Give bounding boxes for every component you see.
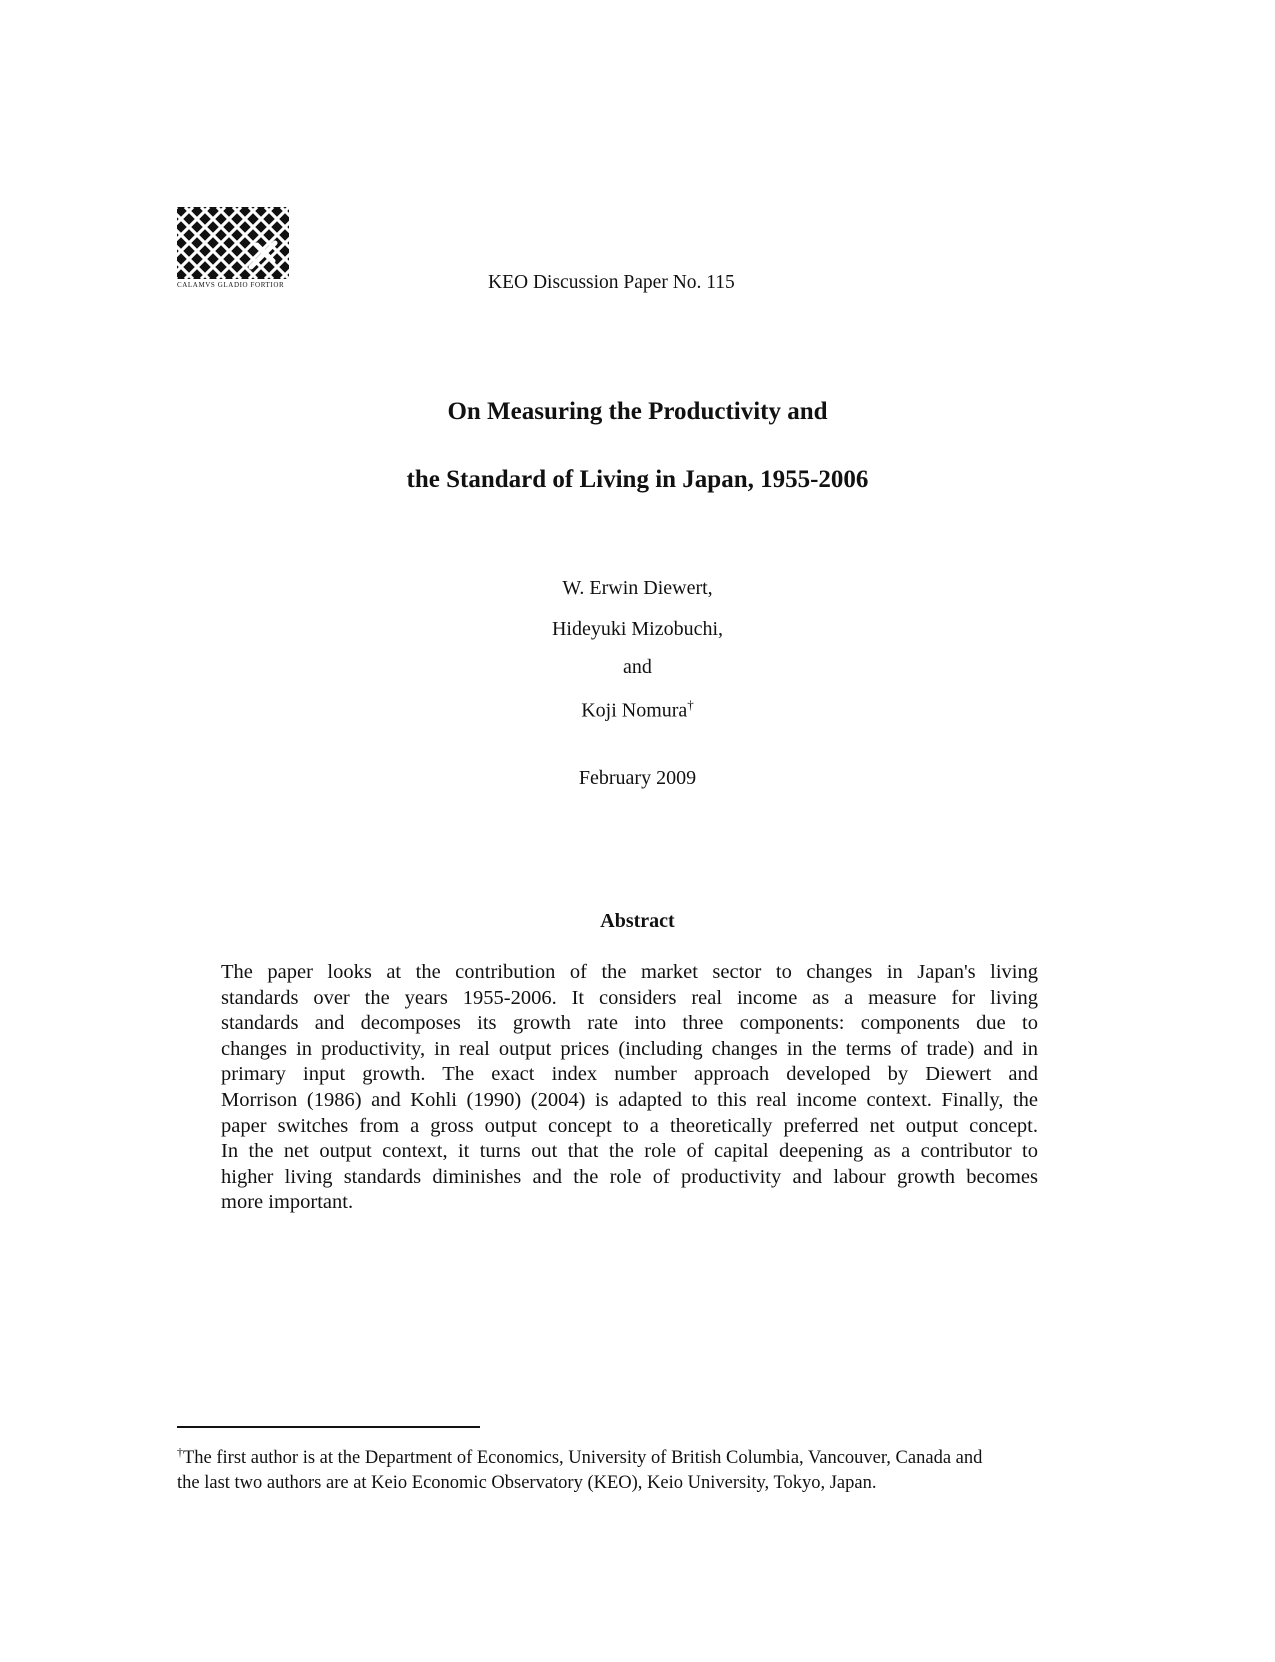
footnote-text-1: The first author is at the Department of Economics, University of British Columbia, Vancouver, Canada and bbox=[183, 1448, 983, 1469]
abstract-line: standards and decomposes its growth rate into three components: components due to bbox=[221, 1012, 1038, 1035]
abstract-line: primary input growth. The exact index number approach developed by Diewert and bbox=[221, 1063, 1038, 1086]
abstract-line: Morrison (1986) and Kohli (1990) (2004) is adapted to this real income context. Finally, the bbox=[221, 1088, 1038, 1111]
abstract-line: The paper looks at the contribution of the market sector to changes in Japan's living bbox=[221, 961, 1038, 983]
abstract-heading: Abstract bbox=[600, 910, 675, 932]
footnote bbox=[177, 1440, 1107, 1496]
author-3-name: Koji Nomura bbox=[581, 699, 688, 722]
abstract-line: In the net output context, it turns out that the role of capital deepening as a contributor to bbox=[221, 1140, 1038, 1163]
keo-logo bbox=[177, 207, 289, 289]
date: February 2009 bbox=[578, 767, 697, 789]
title-line-1: On Measuring the Productivity and bbox=[447, 398, 828, 425]
footnote-line-2: the last two authors are at Keio Economic Observatory (KEO), Keio University, Tokyo, Japan. bbox=[177, 1473, 877, 1494]
logo-motto: CALAMVS GLADIO FORTIOR bbox=[177, 281, 285, 289]
author-2: Hideyuki Mizobuchi, bbox=[551, 618, 724, 640]
abstract-line: higher living standards diminishes and the role of productivity and labour growth becomes bbox=[221, 1165, 1038, 1188]
footnote-line-1 bbox=[177, 1440, 1107, 1471]
author-1: W. Erwin Diewert, bbox=[562, 577, 713, 599]
author-3 bbox=[0, 697, 1275, 723]
series-label: KEO Discussion Paper No. 115 bbox=[488, 272, 735, 293]
footnote-divider bbox=[177, 1426, 480, 1428]
lattice-emblem-icon bbox=[177, 207, 289, 279]
title-line-2: the Standard of Living in Japan, 1955-2006 bbox=[406, 466, 869, 493]
abstract-body bbox=[221, 960, 1038, 1216]
author-conjunction: and bbox=[623, 656, 652, 678]
abstract-line: paper switches from a gross output concept to a theoretically preferred net output concept. bbox=[221, 1114, 1038, 1137]
abstract-line: changes in productivity, in real output prices (including changes in the terms of trade) and in bbox=[221, 1037, 1038, 1060]
abstract-line: standards over the years 1955-2006. It considers real income as a measure for living bbox=[221, 986, 1038, 1009]
footnote-mark: † bbox=[177, 1445, 183, 1459]
author-footnote-mark: † bbox=[687, 697, 694, 712]
abstract-line: more important. bbox=[221, 1191, 354, 1214]
